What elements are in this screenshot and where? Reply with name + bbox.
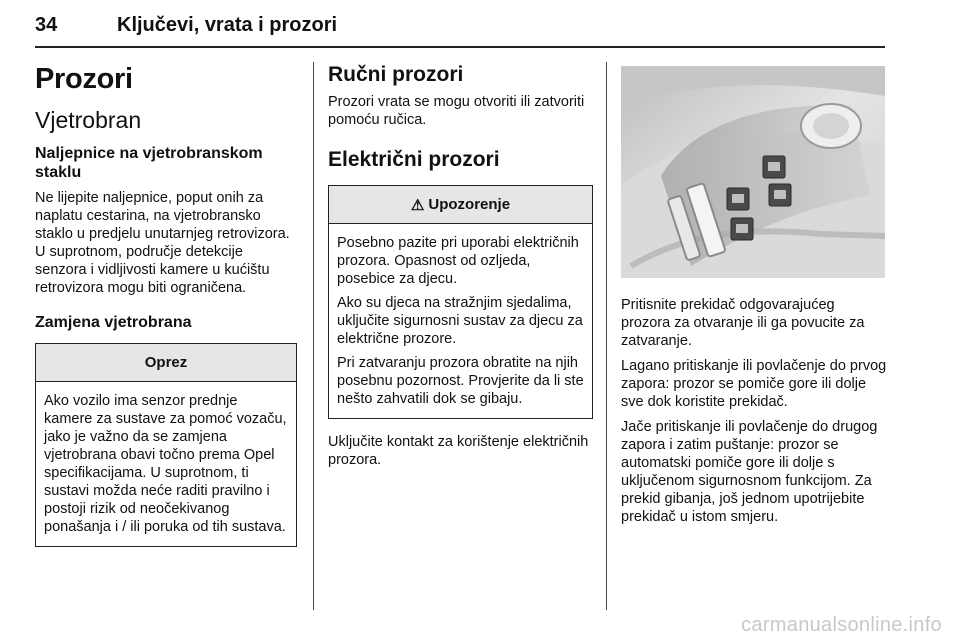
section-title: Prozori bbox=[35, 63, 133, 95]
warning-box bbox=[328, 185, 593, 419]
manual-windows-text: Prozori vrata se mogu otvoriti ili zatvoriti pomoću ručica. bbox=[328, 94, 585, 128]
instruction-text-3: Jače pritiskanje ili povlačenje do drugog zapora i zatim puštanje: prozor se automatski pomiče gore ili dolje s uključenom sigurnosnom funkcijom. Za prekid gibanja, još jednom upotrijebite prekidač u istom smjeru. bbox=[621, 419, 878, 525]
subsection-title: Vjetrobran bbox=[35, 107, 142, 133]
chapter-title: Ključevi, vrata i prozori bbox=[117, 14, 338, 36]
caution-body bbox=[36, 382, 296, 546]
stickers-heading: Naljepnice na vjetrobranskom staklu bbox=[35, 145, 263, 181]
power-windows-heading: Električni prozori bbox=[328, 148, 500, 171]
manual-windows-heading: Ručni prozori bbox=[328, 63, 464, 86]
column-divider-2 bbox=[606, 62, 607, 610]
column-1 bbox=[35, 62, 297, 547]
site-watermark: carmanualsonline.info bbox=[741, 614, 942, 636]
caution-label: Oprez bbox=[144, 354, 188, 371]
warning-label: Upozorenje bbox=[428, 196, 511, 213]
warning-text-3: Pri zatvaranju prozora obratite na njih posebnu pozornost. Provjerite da li ste nešto zahvatili dok se gibaju. bbox=[337, 355, 584, 407]
column-divider-1 bbox=[313, 62, 314, 610]
caution-header bbox=[36, 344, 296, 382]
stickers-text: Ne lijepite naljepnice, poput onih za naplatu cestarina, na vjetrobransko staklo u predjelu unutarnjeg retrovizora. U suprotnom, područje detekcije senzora i vidljivosti kamere u kućištu retrovizora mogu biti ograničena. bbox=[35, 190, 290, 296]
warning-header bbox=[329, 186, 592, 224]
windscreen-replacement-heading: Zamjena vjetrobrana bbox=[35, 314, 192, 331]
window-switch-photo bbox=[621, 66, 885, 278]
warning-triangle-icon: ⚠ bbox=[410, 196, 425, 214]
instruction-text-1: Pritisnite prekidač odgovarajućeg prozora za otvaranje ili ga povucite za zatvaranje. bbox=[621, 297, 865, 349]
page-header bbox=[35, 8, 885, 48]
ignition-text: Uključite kontakt za korištenje električnih prozora. bbox=[328, 434, 589, 468]
warning-text-2: Ako su djeca na stražnjim sjedalima, uključite sigurnosni sustav za djecu za električne prozore. bbox=[337, 295, 583, 347]
caution-box bbox=[35, 343, 297, 547]
column-3 bbox=[621, 62, 887, 526]
warning-body bbox=[329, 224, 592, 418]
column-2 bbox=[328, 62, 593, 469]
caution-text: Ako vozilo ima senzor prednje kamere za sustave za pomoć vozaču, jako je važno da se zamjena vjetrobrana obavi točno prema Opel specifikacijama. U suprotnom, ti sustavi možda neće raditi pravilno i postoji rizik od neočekivanog ponašanja i / ili poruka od tih sustava. bbox=[44, 393, 287, 535]
header-rule bbox=[35, 46, 885, 48]
warning-text-1: Posebno pazite pri uporabi električnih prozora. Opasnost od ozljeda, posebice za djecu. bbox=[337, 235, 579, 287]
page-number: 34 bbox=[35, 14, 58, 36]
instruction-text-2: Lagano pritiskanje ili povlačenje do prvog zapora: prozor se pomiče gore ili dolje sve dok koristite prekidač. bbox=[621, 358, 887, 410]
